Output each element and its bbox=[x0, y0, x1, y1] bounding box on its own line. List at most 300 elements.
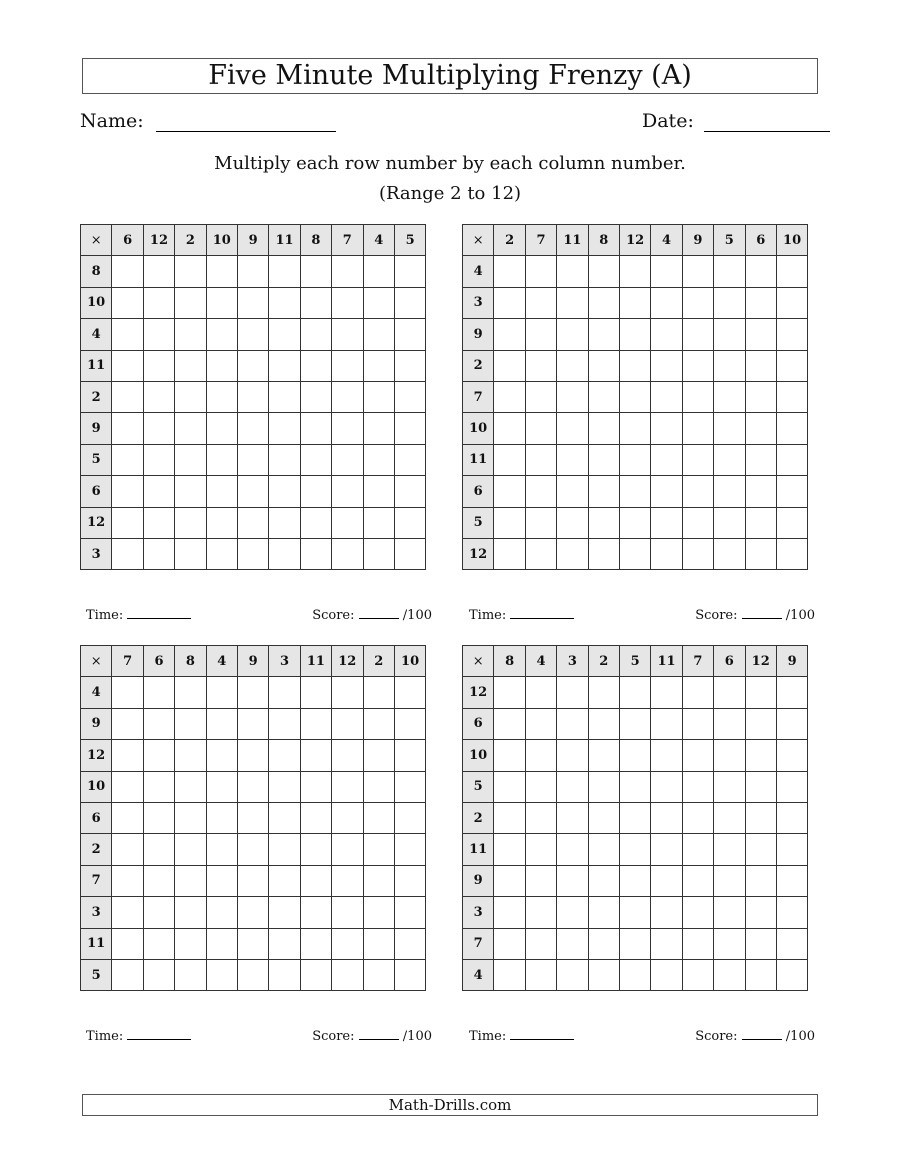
answer-cell[interactable] bbox=[143, 802, 174, 833]
answer-cell[interactable] bbox=[175, 350, 206, 381]
answer-cell[interactable] bbox=[588, 256, 619, 287]
answer-cell[interactable] bbox=[682, 834, 713, 865]
name-blank[interactable] bbox=[156, 111, 336, 132]
answer-cell[interactable] bbox=[682, 538, 713, 569]
answer-cell[interactable] bbox=[300, 865, 331, 896]
answer-cell[interactable] bbox=[525, 381, 556, 412]
answer-cell[interactable] bbox=[682, 959, 713, 990]
answer-cell[interactable] bbox=[143, 476, 174, 507]
answer-cell[interactable] bbox=[776, 959, 807, 990]
answer-cell[interactable] bbox=[682, 476, 713, 507]
time-blank[interactable] bbox=[510, 606, 574, 619]
answer-cell[interactable] bbox=[619, 865, 650, 896]
answer-cell[interactable] bbox=[776, 834, 807, 865]
answer-cell[interactable] bbox=[745, 476, 776, 507]
answer-cell[interactable] bbox=[300, 677, 331, 708]
answer-cell[interactable] bbox=[651, 287, 682, 318]
answer-cell[interactable] bbox=[651, 928, 682, 959]
answer-cell[interactable] bbox=[588, 834, 619, 865]
answer-cell[interactable] bbox=[619, 677, 650, 708]
answer-cell[interactable] bbox=[363, 834, 394, 865]
answer-cell[interactable] bbox=[745, 771, 776, 802]
answer-cell[interactable] bbox=[394, 865, 425, 896]
answer-cell[interactable] bbox=[651, 771, 682, 802]
answer-cell[interactable] bbox=[745, 507, 776, 538]
answer-cell[interactable] bbox=[525, 677, 556, 708]
answer-cell[interactable] bbox=[269, 740, 300, 771]
score-blank[interactable] bbox=[359, 1027, 399, 1040]
answer-cell[interactable] bbox=[175, 708, 206, 739]
answer-cell[interactable] bbox=[112, 959, 143, 990]
answer-cell[interactable] bbox=[237, 319, 268, 350]
answer-cell[interactable] bbox=[112, 350, 143, 381]
answer-cell[interactable] bbox=[300, 287, 331, 318]
answer-cell[interactable] bbox=[332, 928, 363, 959]
answer-cell[interactable] bbox=[143, 708, 174, 739]
answer-cell[interactable] bbox=[394, 740, 425, 771]
answer-cell[interactable] bbox=[363, 708, 394, 739]
answer-cell[interactable] bbox=[300, 834, 331, 865]
answer-cell[interactable] bbox=[745, 959, 776, 990]
answer-cell[interactable] bbox=[206, 507, 237, 538]
answer-cell[interactable] bbox=[206, 444, 237, 475]
answer-cell[interactable] bbox=[588, 287, 619, 318]
answer-cell[interactable] bbox=[557, 381, 588, 412]
answer-cell[interactable] bbox=[494, 865, 525, 896]
answer-cell[interactable] bbox=[143, 507, 174, 538]
answer-cell[interactable] bbox=[557, 802, 588, 833]
answer-cell[interactable] bbox=[619, 740, 650, 771]
answer-cell[interactable] bbox=[525, 319, 556, 350]
answer-cell[interactable] bbox=[175, 319, 206, 350]
answer-cell[interactable] bbox=[619, 538, 650, 569]
answer-cell[interactable] bbox=[269, 538, 300, 569]
answer-cell[interactable] bbox=[682, 865, 713, 896]
answer-cell[interactable] bbox=[143, 897, 174, 928]
answer-cell[interactable] bbox=[651, 708, 682, 739]
answer-cell[interactable] bbox=[206, 538, 237, 569]
answer-cell[interactable] bbox=[557, 834, 588, 865]
answer-cell[interactable] bbox=[557, 413, 588, 444]
answer-cell[interactable] bbox=[682, 897, 713, 928]
answer-cell[interactable] bbox=[494, 287, 525, 318]
answer-cell[interactable] bbox=[206, 319, 237, 350]
answer-cell[interactable] bbox=[363, 865, 394, 896]
answer-cell[interactable] bbox=[269, 350, 300, 381]
answer-cell[interactable] bbox=[745, 256, 776, 287]
answer-cell[interactable] bbox=[682, 507, 713, 538]
answer-cell[interactable] bbox=[394, 319, 425, 350]
answer-cell[interactable] bbox=[394, 476, 425, 507]
answer-cell[interactable] bbox=[651, 897, 682, 928]
score-blank[interactable] bbox=[359, 606, 399, 619]
answer-cell[interactable] bbox=[332, 538, 363, 569]
answer-cell[interactable] bbox=[682, 677, 713, 708]
answer-cell[interactable] bbox=[714, 538, 745, 569]
answer-cell[interactable] bbox=[269, 507, 300, 538]
answer-cell[interactable] bbox=[143, 928, 174, 959]
answer-cell[interactable] bbox=[651, 381, 682, 412]
answer-cell[interactable] bbox=[300, 413, 331, 444]
answer-cell[interactable] bbox=[112, 865, 143, 896]
answer-cell[interactable] bbox=[682, 708, 713, 739]
answer-cell[interactable] bbox=[269, 256, 300, 287]
answer-cell[interactable] bbox=[745, 287, 776, 318]
answer-cell[interactable] bbox=[557, 538, 588, 569]
answer-cell[interactable] bbox=[619, 834, 650, 865]
answer-cell[interactable] bbox=[112, 708, 143, 739]
answer-cell[interactable] bbox=[776, 740, 807, 771]
answer-cell[interactable] bbox=[714, 256, 745, 287]
answer-cell[interactable] bbox=[745, 865, 776, 896]
answer-cell[interactable] bbox=[363, 959, 394, 990]
answer-cell[interactable] bbox=[714, 476, 745, 507]
answer-cell[interactable] bbox=[525, 708, 556, 739]
answer-cell[interactable] bbox=[494, 959, 525, 990]
answer-cell[interactable] bbox=[300, 771, 331, 802]
answer-cell[interactable] bbox=[175, 444, 206, 475]
answer-cell[interactable] bbox=[363, 740, 394, 771]
answer-cell[interactable] bbox=[206, 381, 237, 412]
answer-cell[interactable] bbox=[269, 708, 300, 739]
answer-cell[interactable] bbox=[588, 959, 619, 990]
answer-cell[interactable] bbox=[363, 677, 394, 708]
answer-cell[interactable] bbox=[776, 381, 807, 412]
answer-cell[interactable] bbox=[745, 708, 776, 739]
answer-cell[interactable] bbox=[651, 256, 682, 287]
time-blank[interactable] bbox=[127, 606, 191, 619]
answer-cell[interactable] bbox=[525, 740, 556, 771]
answer-cell[interactable] bbox=[206, 708, 237, 739]
answer-cell[interactable] bbox=[269, 381, 300, 412]
answer-cell[interactable] bbox=[300, 256, 331, 287]
answer-cell[interactable] bbox=[619, 802, 650, 833]
answer-cell[interactable] bbox=[332, 476, 363, 507]
answer-cell[interactable] bbox=[394, 802, 425, 833]
answer-cell[interactable] bbox=[619, 287, 650, 318]
answer-cell[interactable] bbox=[588, 444, 619, 475]
time-blank[interactable] bbox=[127, 1027, 191, 1040]
answer-cell[interactable] bbox=[143, 444, 174, 475]
answer-cell[interactable] bbox=[745, 677, 776, 708]
answer-cell[interactable] bbox=[206, 897, 237, 928]
answer-cell[interactable] bbox=[363, 802, 394, 833]
answer-cell[interactable] bbox=[619, 350, 650, 381]
answer-cell[interactable] bbox=[206, 802, 237, 833]
answer-cell[interactable] bbox=[269, 928, 300, 959]
answer-cell[interactable] bbox=[588, 507, 619, 538]
answer-cell[interactable] bbox=[619, 897, 650, 928]
answer-cell[interactable] bbox=[776, 897, 807, 928]
answer-cell[interactable] bbox=[525, 413, 556, 444]
answer-cell[interactable] bbox=[525, 959, 556, 990]
answer-cell[interactable] bbox=[363, 287, 394, 318]
answer-cell[interactable] bbox=[525, 287, 556, 318]
answer-cell[interactable] bbox=[143, 350, 174, 381]
answer-cell[interactable] bbox=[494, 771, 525, 802]
answer-cell[interactable] bbox=[112, 802, 143, 833]
answer-cell[interactable] bbox=[557, 959, 588, 990]
answer-cell[interactable] bbox=[206, 287, 237, 318]
answer-cell[interactable] bbox=[363, 538, 394, 569]
answer-cell[interactable] bbox=[651, 476, 682, 507]
answer-cell[interactable] bbox=[651, 444, 682, 475]
answer-cell[interactable] bbox=[588, 771, 619, 802]
score-blank[interactable] bbox=[742, 1027, 782, 1040]
answer-cell[interactable] bbox=[269, 287, 300, 318]
answer-cell[interactable] bbox=[300, 381, 331, 412]
answer-cell[interactable] bbox=[588, 802, 619, 833]
answer-cell[interactable] bbox=[332, 802, 363, 833]
answer-cell[interactable] bbox=[300, 476, 331, 507]
answer-cell[interactable] bbox=[494, 677, 525, 708]
answer-cell[interactable] bbox=[269, 677, 300, 708]
answer-cell[interactable] bbox=[525, 865, 556, 896]
answer-cell[interactable] bbox=[300, 350, 331, 381]
answer-cell[interactable] bbox=[363, 413, 394, 444]
answer-cell[interactable] bbox=[494, 413, 525, 444]
answer-cell[interactable] bbox=[588, 928, 619, 959]
answer-cell[interactable] bbox=[206, 865, 237, 896]
answer-cell[interactable] bbox=[332, 959, 363, 990]
answer-cell[interactable] bbox=[300, 740, 331, 771]
answer-cell[interactable] bbox=[525, 476, 556, 507]
answer-cell[interactable] bbox=[682, 771, 713, 802]
answer-cell[interactable] bbox=[269, 802, 300, 833]
answer-cell[interactable] bbox=[494, 538, 525, 569]
answer-cell[interactable] bbox=[557, 507, 588, 538]
answer-cell[interactable] bbox=[363, 319, 394, 350]
answer-cell[interactable] bbox=[651, 959, 682, 990]
answer-cell[interactable] bbox=[525, 928, 556, 959]
answer-cell[interactable] bbox=[175, 287, 206, 318]
answer-cell[interactable] bbox=[714, 802, 745, 833]
answer-cell[interactable] bbox=[394, 897, 425, 928]
answer-cell[interactable] bbox=[525, 350, 556, 381]
answer-cell[interactable] bbox=[332, 350, 363, 381]
answer-cell[interactable] bbox=[237, 444, 268, 475]
answer-cell[interactable] bbox=[237, 928, 268, 959]
answer-cell[interactable] bbox=[588, 350, 619, 381]
answer-cell[interactable] bbox=[332, 834, 363, 865]
answer-cell[interactable] bbox=[332, 287, 363, 318]
answer-cell[interactable] bbox=[714, 444, 745, 475]
answer-cell[interactable] bbox=[494, 256, 525, 287]
answer-cell[interactable] bbox=[237, 381, 268, 412]
answer-cell[interactable] bbox=[557, 928, 588, 959]
answer-cell[interactable] bbox=[112, 507, 143, 538]
answer-cell[interactable] bbox=[651, 740, 682, 771]
answer-cell[interactable] bbox=[776, 928, 807, 959]
answer-cell[interactable] bbox=[175, 802, 206, 833]
answer-cell[interactable] bbox=[619, 928, 650, 959]
answer-cell[interactable] bbox=[175, 413, 206, 444]
answer-cell[interactable] bbox=[525, 538, 556, 569]
answer-cell[interactable] bbox=[175, 740, 206, 771]
answer-cell[interactable] bbox=[332, 507, 363, 538]
answer-cell[interactable] bbox=[494, 802, 525, 833]
answer-cell[interactable] bbox=[776, 413, 807, 444]
answer-cell[interactable] bbox=[682, 381, 713, 412]
answer-cell[interactable] bbox=[776, 677, 807, 708]
answer-cell[interactable] bbox=[557, 708, 588, 739]
answer-cell[interactable] bbox=[206, 928, 237, 959]
answer-cell[interactable] bbox=[394, 507, 425, 538]
answer-cell[interactable] bbox=[269, 413, 300, 444]
answer-cell[interactable] bbox=[206, 350, 237, 381]
answer-cell[interactable] bbox=[332, 413, 363, 444]
answer-cell[interactable] bbox=[363, 928, 394, 959]
answer-cell[interactable] bbox=[332, 740, 363, 771]
answer-cell[interactable] bbox=[363, 381, 394, 412]
answer-cell[interactable] bbox=[175, 381, 206, 412]
answer-cell[interactable] bbox=[175, 771, 206, 802]
answer-cell[interactable] bbox=[175, 834, 206, 865]
answer-cell[interactable] bbox=[112, 413, 143, 444]
answer-cell[interactable] bbox=[651, 507, 682, 538]
answer-cell[interactable] bbox=[300, 928, 331, 959]
answer-cell[interactable] bbox=[112, 834, 143, 865]
answer-cell[interactable] bbox=[619, 413, 650, 444]
answer-cell[interactable] bbox=[494, 507, 525, 538]
answer-cell[interactable] bbox=[363, 444, 394, 475]
answer-cell[interactable] bbox=[300, 802, 331, 833]
answer-cell[interactable] bbox=[394, 959, 425, 990]
answer-cell[interactable] bbox=[714, 865, 745, 896]
answer-cell[interactable] bbox=[494, 708, 525, 739]
answer-cell[interactable] bbox=[525, 897, 556, 928]
answer-cell[interactable] bbox=[237, 708, 268, 739]
answer-cell[interactable] bbox=[525, 802, 556, 833]
answer-cell[interactable] bbox=[269, 771, 300, 802]
answer-cell[interactable] bbox=[682, 350, 713, 381]
answer-cell[interactable] bbox=[300, 444, 331, 475]
answer-cell[interactable] bbox=[651, 802, 682, 833]
answer-cell[interactable] bbox=[143, 740, 174, 771]
answer-cell[interactable] bbox=[776, 802, 807, 833]
answer-cell[interactable] bbox=[394, 444, 425, 475]
answer-cell[interactable] bbox=[237, 256, 268, 287]
answer-cell[interactable] bbox=[175, 507, 206, 538]
answer-cell[interactable] bbox=[714, 959, 745, 990]
answer-cell[interactable] bbox=[525, 771, 556, 802]
answer-cell[interactable] bbox=[206, 834, 237, 865]
answer-cell[interactable] bbox=[237, 677, 268, 708]
answer-cell[interactable] bbox=[394, 834, 425, 865]
answer-cell[interactable] bbox=[394, 708, 425, 739]
answer-cell[interactable] bbox=[237, 959, 268, 990]
answer-cell[interactable] bbox=[714, 897, 745, 928]
answer-cell[interactable] bbox=[714, 740, 745, 771]
answer-cell[interactable] bbox=[143, 319, 174, 350]
answer-cell[interactable] bbox=[714, 834, 745, 865]
answer-cell[interactable] bbox=[682, 928, 713, 959]
answer-cell[interactable] bbox=[237, 538, 268, 569]
answer-cell[interactable] bbox=[619, 771, 650, 802]
answer-cell[interactable] bbox=[494, 350, 525, 381]
date-blank[interactable] bbox=[704, 111, 830, 132]
answer-cell[interactable] bbox=[714, 771, 745, 802]
answer-cell[interactable] bbox=[776, 444, 807, 475]
answer-cell[interactable] bbox=[143, 834, 174, 865]
answer-cell[interactable] bbox=[143, 413, 174, 444]
answer-cell[interactable] bbox=[363, 256, 394, 287]
answer-cell[interactable] bbox=[175, 677, 206, 708]
answer-cell[interactable] bbox=[525, 256, 556, 287]
answer-cell[interactable] bbox=[394, 928, 425, 959]
answer-cell[interactable] bbox=[776, 319, 807, 350]
answer-cell[interactable] bbox=[588, 740, 619, 771]
score-blank[interactable] bbox=[742, 606, 782, 619]
answer-cell[interactable] bbox=[714, 928, 745, 959]
answer-cell[interactable] bbox=[682, 287, 713, 318]
answer-cell[interactable] bbox=[143, 771, 174, 802]
answer-cell[interactable] bbox=[494, 897, 525, 928]
answer-cell[interactable] bbox=[745, 413, 776, 444]
answer-cell[interactable] bbox=[776, 476, 807, 507]
answer-cell[interactable] bbox=[588, 897, 619, 928]
answer-cell[interactable] bbox=[112, 319, 143, 350]
answer-cell[interactable] bbox=[237, 413, 268, 444]
answer-cell[interactable] bbox=[557, 476, 588, 507]
answer-cell[interactable] bbox=[682, 444, 713, 475]
answer-cell[interactable] bbox=[269, 476, 300, 507]
answer-cell[interactable] bbox=[494, 444, 525, 475]
answer-cell[interactable] bbox=[745, 928, 776, 959]
answer-cell[interactable] bbox=[557, 319, 588, 350]
answer-cell[interactable] bbox=[143, 538, 174, 569]
answer-cell[interactable] bbox=[363, 350, 394, 381]
answer-cell[interactable] bbox=[300, 708, 331, 739]
answer-cell[interactable] bbox=[112, 928, 143, 959]
answer-cell[interactable] bbox=[557, 444, 588, 475]
answer-cell[interactable] bbox=[394, 350, 425, 381]
answer-cell[interactable] bbox=[557, 677, 588, 708]
answer-cell[interactable] bbox=[300, 319, 331, 350]
answer-cell[interactable] bbox=[745, 319, 776, 350]
answer-cell[interactable] bbox=[237, 865, 268, 896]
answer-cell[interactable] bbox=[300, 959, 331, 990]
answer-cell[interactable] bbox=[175, 897, 206, 928]
answer-cell[interactable] bbox=[112, 444, 143, 475]
answer-cell[interactable] bbox=[525, 834, 556, 865]
answer-cell[interactable] bbox=[557, 771, 588, 802]
answer-cell[interactable] bbox=[714, 507, 745, 538]
answer-cell[interactable] bbox=[557, 256, 588, 287]
answer-cell[interactable] bbox=[206, 476, 237, 507]
answer-cell[interactable] bbox=[332, 677, 363, 708]
answer-cell[interactable] bbox=[237, 771, 268, 802]
answer-cell[interactable] bbox=[776, 865, 807, 896]
answer-cell[interactable] bbox=[206, 677, 237, 708]
answer-cell[interactable] bbox=[619, 256, 650, 287]
answer-cell[interactable] bbox=[682, 413, 713, 444]
answer-cell[interactable] bbox=[588, 413, 619, 444]
answer-cell[interactable] bbox=[651, 538, 682, 569]
answer-cell[interactable] bbox=[332, 444, 363, 475]
answer-cell[interactable] bbox=[394, 677, 425, 708]
answer-cell[interactable] bbox=[394, 381, 425, 412]
answer-cell[interactable] bbox=[619, 507, 650, 538]
answer-cell[interactable] bbox=[269, 834, 300, 865]
answer-cell[interactable] bbox=[332, 708, 363, 739]
answer-cell[interactable] bbox=[175, 928, 206, 959]
answer-cell[interactable] bbox=[776, 256, 807, 287]
answer-cell[interactable] bbox=[619, 381, 650, 412]
answer-cell[interactable] bbox=[112, 287, 143, 318]
answer-cell[interactable] bbox=[494, 476, 525, 507]
answer-cell[interactable] bbox=[394, 771, 425, 802]
